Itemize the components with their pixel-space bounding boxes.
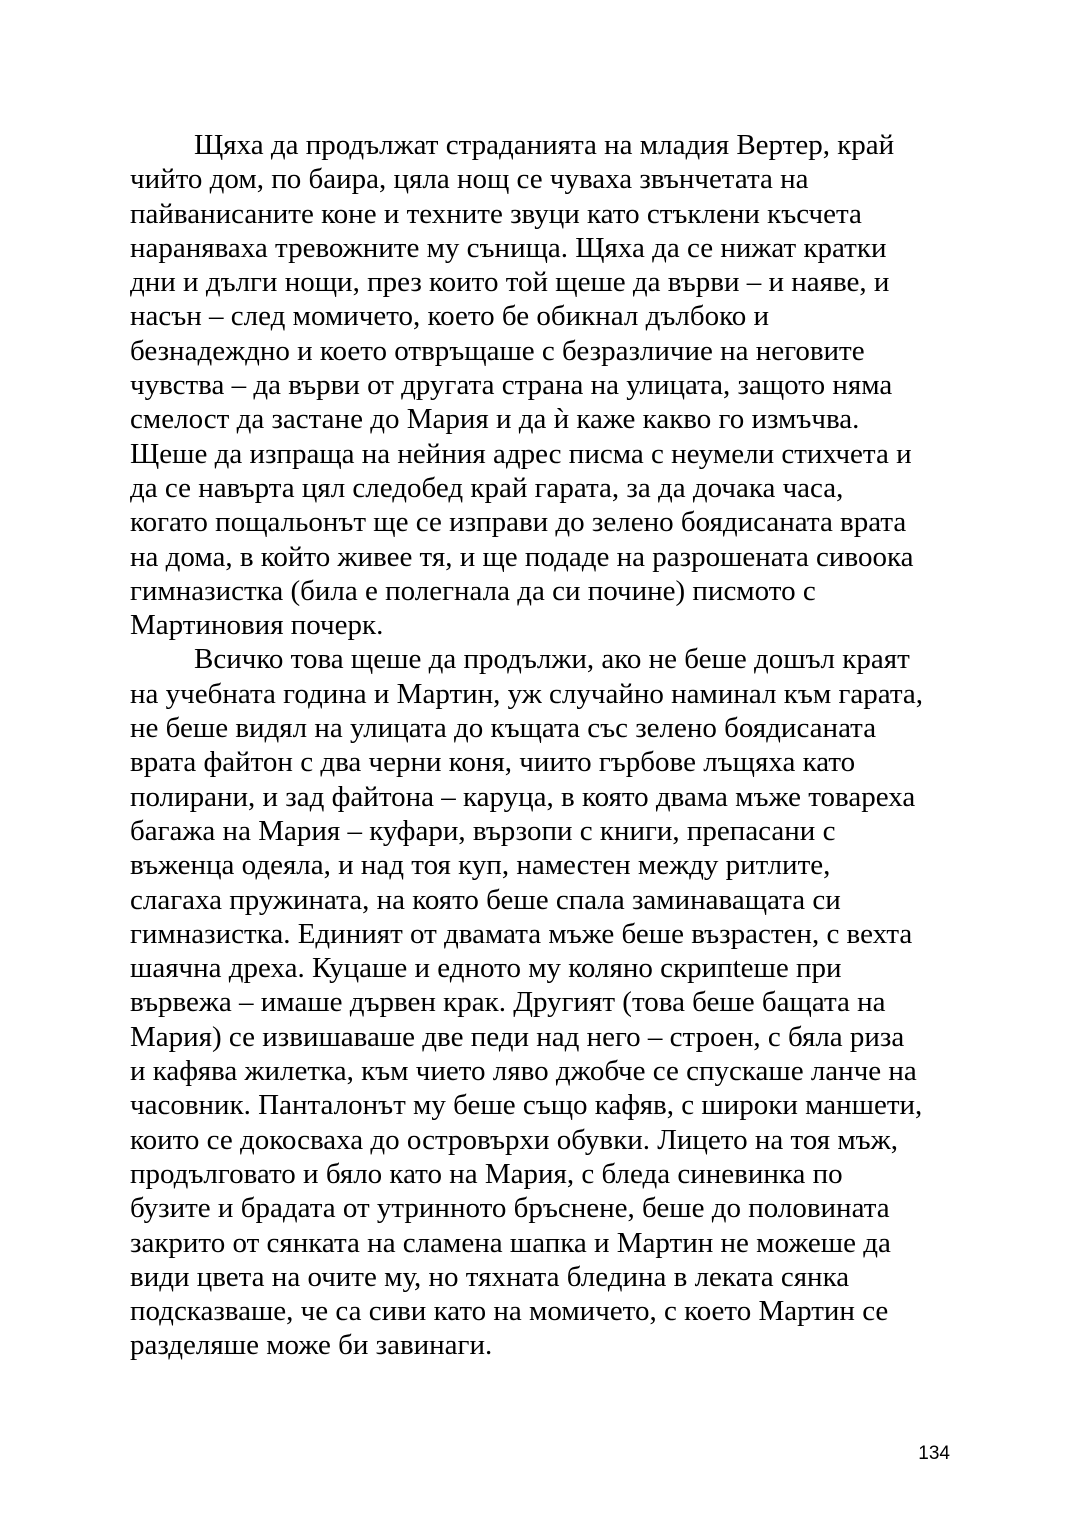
text-line: часовник. Панталонът му беше също кафяв, с широки маншети, bbox=[130, 1089, 923, 1122]
text-line: полирани, и зад файтона – каруца, в която двама мъже товареха bbox=[130, 780, 916, 813]
text-line: насън – след момичето, което бе обикнал дълбоко и bbox=[130, 300, 770, 333]
body-text bbox=[130, 128, 950, 1363]
text-line: Мария) се извишаваше две педи над него – строен, с бяла риза bbox=[130, 1020, 905, 1053]
text-line: когато пощальонът ще се изправи до зелено боядисаната врата bbox=[130, 506, 907, 539]
text-line: дни и дълги нощи, през които той щеше да върви – и наяве, и bbox=[130, 266, 890, 299]
text-line: въженца одеяла, и над тоя куп, наместен между ритлите, bbox=[130, 849, 831, 882]
text-line: вървежа – имаше дървен крак. Другият (това беше бащата на bbox=[130, 986, 886, 1019]
text-line: чувства – да върви от другата страна на улицата, защото няма bbox=[130, 369, 893, 402]
text-line: да се навърта цял следобед край гарата, за да дочака часа, bbox=[130, 471, 844, 504]
text-line: багажа на Мария – куфари, вързопи с книги, препасани с bbox=[130, 814, 836, 847]
text-line: Всичко това щеше да продължи, ако не беше дошъл краят bbox=[194, 643, 910, 676]
text-line: разделяше може би завинаги. bbox=[130, 1329, 493, 1362]
paragraph-1 bbox=[130, 128, 950, 642]
text-line: Мартиновия почерк. bbox=[130, 609, 384, 642]
text-line: слагаха пружината, на която беше спала заминаващата си bbox=[130, 883, 841, 916]
text-line: смелост да застане до Мария и да ѝ каже какво го измъчва. bbox=[130, 403, 860, 436]
text-line: закрито от сянката на сламена шапка и Мартин не можеше да bbox=[130, 1226, 891, 1259]
text-line: и кафява жилетка, към чието ляво джобче се спускаше ланче на bbox=[130, 1055, 917, 1088]
text-line: не беше видял на улицата до къщата със зелено боядисаната bbox=[130, 712, 877, 745]
text-line: гимназистка. Единият от двамата мъже беше възрастен, с вехта bbox=[130, 917, 913, 950]
text-line: види цвета на очите му, но тяхната бледина в леката сянка bbox=[130, 1260, 850, 1293]
text-line: нараняваха тревожните му сънища. Щяха да се нижат кратки bbox=[130, 231, 887, 264]
text-line: Щяха да продължат страданията на младия Вертер, край bbox=[194, 129, 895, 161]
text-line: продълговато и бяло като на Мария, с бледа синевинка по bbox=[130, 1157, 843, 1190]
text-line: чийто дом, по баира, цяла нощ се чуваха звънчетата на bbox=[130, 163, 809, 196]
text-line: бузите и брадата от утринното бръснене, беше до половината bbox=[130, 1192, 890, 1225]
text-line: Щеше да изпраща на нейния адрес писма с неумели стихчета и bbox=[130, 437, 912, 470]
text-line: пайванисаните коне и техните звуци като стъклени късчета bbox=[130, 197, 862, 230]
text-line: шаячна дреха. Куцаше и едното му коляно скрипteше при bbox=[130, 952, 842, 985]
text-line: на учебната година и Мартин, уж случайно наминал към гарата, bbox=[130, 677, 923, 710]
text-line: които се докосваха до островърхи обувки. Лицето на тоя мъж, bbox=[130, 1123, 898, 1156]
text-line: на дома, в който живее тя, и ще подаде на разрошената сивоока bbox=[130, 540, 914, 573]
page-number: 134 bbox=[918, 1443, 950, 1464]
text-line: подсказваше, че са сиви като на момичето, с което Мартин се bbox=[130, 1295, 889, 1328]
text-line: гимназистка (била е полегнала да си почине) писмото с bbox=[130, 574, 816, 607]
text-line: безнадеждно и което отвръщаше с безразличие на неговите bbox=[130, 334, 865, 367]
paragraph-2 bbox=[130, 642, 950, 1362]
text-line: врата файтон с два черни коня, чиито гърбове лъщяха като bbox=[130, 746, 856, 779]
